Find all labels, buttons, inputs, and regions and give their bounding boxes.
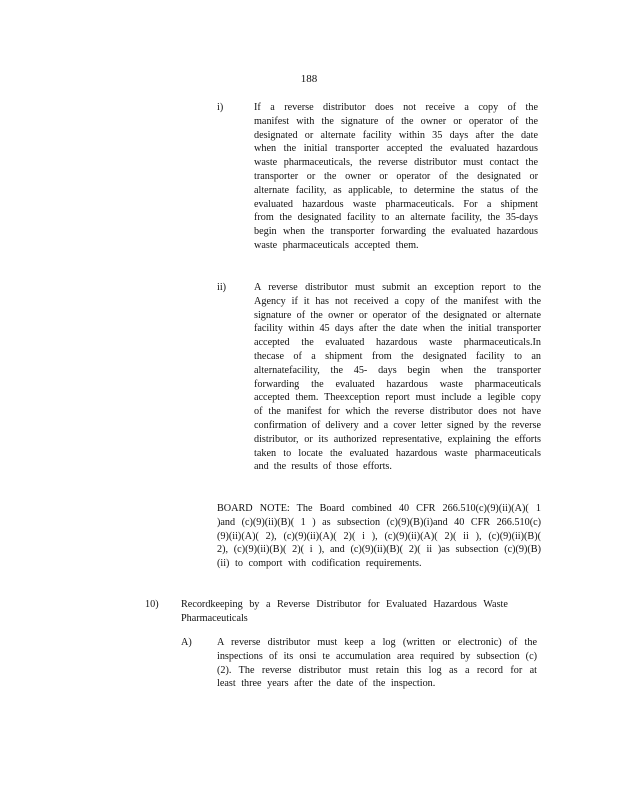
subsection-ii-label: ii) bbox=[217, 282, 227, 293]
subsection-ii bbox=[217, 281, 547, 491]
subsection-A-text: A reverse distributor must keep a log (written or electronic) of the inspections of its onsi te accumulation area required by subsection (c)(2). The reverse distributor must retain this log as a record for at least three years after the date of the inspection. bbox=[217, 637, 537, 690]
subsection-ii-text: A reverse distributor must submit an exception report to the Agency if it has not received a copy of the manifest with the signature of the owner or operator of the designated or alternate facility within 45 days after the date when the initial transporter accepted the evaluated hazardous waste pharmaceuticals.In thecase of a shipment from the designated facility to an alternatefacility, the 45- days begin when the transporter forwarding the evaluated hazardous waste pharmaceuticals accepted them. Theexception report must include a legible copy of the manifest for which the reverse distributor does not have confirmation of delivery and a cover letter signed by the reverse distributor, or its authorized representative, explaining the efforts taken to locate the evaluated hazardous waste pharmaceuticals and the results of those efforts. bbox=[254, 282, 541, 473]
subsection-i bbox=[217, 101, 547, 271]
board-note: BOARD NOTE: The Board combined 40 CFR 266.510(c)(9)(ii)(A)( 1 )and (c)(9)(ii)(B)( 1 ) as subsection (c)(9)(B)(i)and 40 CFR 266.510(c)(9)(ii)(A)( 2), (c)(9)(ii)(A)( 2)( i ), (c)(9)(ii)(A)( 2)( ii ), (c)(9)(ii)(B)( 2), (c)(9)(ii)(B)( 2)( i ), and (c)(9)(ii)(B)( 2)( ii )as subsection (c)(9)(B)(ii) to comport with codification requirements. bbox=[217, 503, 541, 570]
page-number: 188 bbox=[300, 73, 318, 85]
section-10-heading bbox=[145, 598, 545, 628]
section-10-title: Recordkeeping by a Reverse Distributor for Evaluated Hazardous Waste Pharmaceuticals bbox=[181, 599, 508, 624]
subsection-i-label: i) bbox=[217, 102, 224, 113]
section-10-label: 10) bbox=[145, 599, 159, 610]
subsection-A bbox=[181, 636, 541, 696]
subsection-A-label: A) bbox=[181, 637, 192, 648]
subsection-i-text: If a reverse distributor does not receive a copy of the manifest with the signature of the owner or operator of the designated or alternate facility within 35 days after the date when the initial transporter accepted the evaluated hazardous waste pharmaceuticals, the reverse distributor must contact the transporter or the owner or operator of the designated or alternate facility, as applicable, to determine the status of the evaluated hazardous waste pharmaceuticals. For a shipment from the designated facility to an alternate facility, the 35-days begin when the transporter forwarding the evaluated hazardous waste pharmaceuticals accepted them. bbox=[254, 102, 538, 251]
